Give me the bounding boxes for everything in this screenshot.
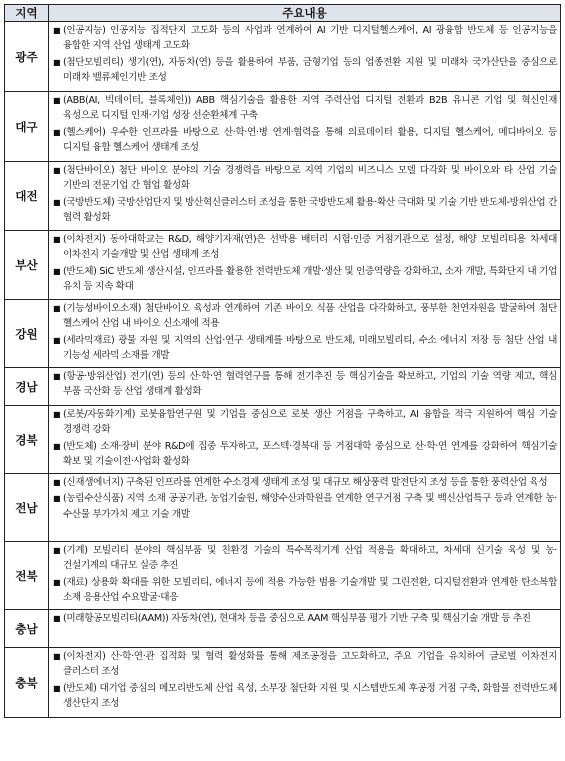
square-bullet-icon: ■: [53, 166, 61, 175]
item-text: (항공·방위산업) 전기(연) 등의 산·학·연 협력연구를 통해 전기추진 등 핵심기술을 확보하고, 기업의 기술 역량 제고, 핵심 부품 국산화 등 산업 생태계 활성화: [63, 371, 557, 398]
item-text: (반도체) 대기업 중심의 메모리반도체 산업 육성, 소부장 첨단화 지원 및 시스템반도체 후공정 거점 구축, 화합물 전력반도체 생산단지 조성: [63, 682, 557, 710]
content-cell: [49, 648, 561, 718]
item-text: (기능성바이오소재) 첨단바이오 육성과 연계하여 기존 바이오 식품 산업을 다각화하고, 풍부한 천연자원을 발굴하여 첨단 헬스케어 산업 내 바이오 신소재에 적용: [63, 303, 557, 330]
content-cell: [49, 92, 561, 162]
list-item: [52, 195, 557, 226]
item-text: (반도체) 소재·장비 분야 R&D에 집중 투자하고, 포스텍·경북대 등 거점대학 중심으로 산·학·연 연계를 강화하여 핵심기술 확보 및 기술이전·사업화 활성화: [63, 440, 557, 468]
square-bullet-icon: ■: [53, 335, 61, 345]
square-bullet-icon: ■: [53, 197, 61, 207]
region-cell: 충남: [5, 610, 49, 648]
list-item: [52, 93, 557, 124]
content-cell: [49, 22, 561, 92]
table-row: [5, 22, 561, 92]
square-bullet-icon: ■: [53, 614, 61, 623]
region-cell: 전북: [5, 542, 49, 610]
item-text: (반도체) SiC 반도체 생산시설, 인프라를 활용한 전력반도체 개발·생산 및 인증역량을 강화하고, 소자 개발, 특화단지 내 기업 유치 등 지속 확대: [63, 265, 557, 293]
table-row: [5, 648, 561, 718]
list-item: [52, 369, 557, 400]
list-item: [52, 475, 557, 490]
square-bullet-icon: ■: [53, 577, 61, 587]
square-bullet-icon: ■: [53, 57, 61, 67]
content-cell: [49, 542, 561, 610]
content-cell: [49, 162, 561, 231]
list-item: [52, 301, 557, 332]
list-item: [52, 23, 557, 54]
list-item: [52, 232, 557, 263]
table-body: [5, 22, 561, 718]
square-bullet-icon: ■: [53, 96, 61, 105]
square-bullet-icon: ■: [53, 235, 61, 244]
region-cell: 대전: [5, 162, 49, 231]
square-bullet-icon: ■: [53, 304, 61, 313]
list-item: [52, 575, 557, 606]
content-cell: [49, 406, 561, 474]
list-item: [52, 163, 557, 194]
content-cell: [49, 610, 561, 648]
table-row: [5, 231, 561, 300]
square-bullet-icon: ■: [53, 410, 61, 419]
region-cell: 강원: [5, 300, 49, 368]
table-row: [5, 368, 561, 406]
item-text: (헬스케어) 우수한 인프라를 바탕으로 산·학·연·병 연계·협력을 통해 의료데이터 활용, 디지털 헬스케어, 메디바이오 등 디지털 융합 헬스케어 생태계 조성: [63, 126, 557, 154]
region-cell: 전남: [5, 474, 49, 542]
table-row: [5, 542, 561, 610]
square-bullet-icon: ■: [53, 478, 61, 487]
table-row: [5, 406, 561, 474]
region-cell: 부산: [5, 231, 49, 300]
list-item: [52, 491, 557, 522]
header-content: 주요내용: [49, 5, 561, 22]
item-text: (미래항공모빌리티(AAM)) 자동차(연), 현대차 등을 중심으로 AAM 핵심부품 평가 기반 구축 및 핵심기술 개발 등 추진: [63, 613, 531, 624]
square-bullet-icon: ■: [53, 683, 61, 693]
item-text: (첨단모빌리티) 생기(연), 자동차(연) 등을 활용하여 부품, 금형기업 등의 업종전환 지원 및 미래차 국가산단을 중심으로 미래차 밸류체인기반 조성: [63, 56, 557, 84]
item-text: (기계) 모빌리티 분야의 핵심부품 및 친환경 기술의 특수목적기계 산업 적용을 확대하고, 차세대 신기술 육성 및 농·건설기계의 대규모 실증 추진: [63, 545, 557, 572]
content-cell: [49, 368, 561, 406]
list-item: [52, 125, 557, 156]
list-item: [52, 439, 557, 470]
region-cell: 경남: [5, 368, 49, 406]
content-cell: [49, 231, 561, 300]
regional-industry-table: [4, 4, 561, 718]
item-text: (국방반도체) 국방산업단지 및 방산혁신클러스터 조성을 통한 국방반도체 활용·확산 극대화 및 기술 기반 반도체-방위산업 간 협력 활성화: [63, 196, 557, 224]
list-item: [52, 681, 557, 712]
list-item: [52, 333, 557, 364]
list-item: [52, 264, 557, 295]
square-bullet-icon: ■: [53, 546, 61, 555]
list-item: [52, 649, 557, 680]
region-cell: 대구: [5, 92, 49, 162]
table-row: [5, 162, 561, 231]
region-cell: 광주: [5, 22, 49, 92]
item-text: (이차전지) 산·학·연·관 집적화 및 협력 활성화를 통해 제조공정을 고도화하고, 주요 기업을 유치하여 글로벌 이차전지 클러스터 조성: [63, 651, 557, 678]
list-item: [52, 611, 557, 626]
table-row: [5, 300, 561, 368]
item-text: (이차전지) 동아대학교는 R&D, 해양기자재(연)은 선박용 배터리 시험·인증 거점기관으로 설정, 해양 모빌리티용 차세대 이차전지 기술개발 및 산업 생태계 조성: [63, 234, 557, 261]
item-text: (신재생에너지) 구축된 인프라를 연계한 수소경제 생태계 조성 및 대규모 해상풍력 발전단지 조성 등을 통한 풍력산업 육성: [63, 477, 548, 488]
square-bullet-icon: ■: [53, 494, 61, 504]
list-item: [52, 407, 557, 438]
table-row: [5, 474, 561, 542]
header-region: 지역: [5, 5, 49, 22]
square-bullet-icon: ■: [53, 441, 61, 451]
square-bullet-icon: ■: [53, 266, 61, 276]
item-text: (로봇/자동화기계) 로봇융합연구원 및 기업을 중심으로 로봇 생산 거점을 구축하고, AI 융합을 적극 지원하여 핵심 기술 경쟁력 강화: [63, 409, 557, 436]
list-item: [52, 543, 557, 574]
item-text: (세라믹재료) 광물 자원 및 지역의 산업·연구 생태계를 바탕으로 반도체, 미래모빌리티, 수소 에너지 저장 등 첨단 산업 내 기능성 세라믹 소재를 개발: [63, 334, 557, 362]
item-text: (농림수산식품) 지역 소재 공공기관, 농업기술원, 해양수산과학원을 연계한 연구거점 구축 및 백신산업특구 등과 연계한 농·수산물 부가가치 제고 기술 개발: [63, 493, 557, 520]
region-cell: 경북: [5, 406, 49, 474]
region-cell: 충북: [5, 648, 49, 718]
list-item: [52, 55, 557, 86]
item-text: (인공지능) 인공지능 집적단지 고도화 등의 사업과 연계하여 AI 기반 디지털헬스케어, AI 광융합 반도체 등 인공지능을 융합한 지역 산업 생태계 고도화: [63, 25, 557, 52]
content-cell: [49, 474, 561, 542]
item-text: (첨단바이오) 첨단 바이오 분야의 기술 경쟁력을 바탕으로 지역 기업의 비즈니스 모델 다각화 및 바이오와 타 산업 기술 기반의 전문기업 간 협업 활성화: [63, 165, 557, 192]
table-row: [5, 610, 561, 648]
content-cell: [49, 300, 561, 368]
square-bullet-icon: ■: [53, 652, 61, 661]
document-body: [4, 4, 561, 718]
square-bullet-icon: ■: [53, 372, 61, 381]
item-text: (ABB(AI, 빅데이터, 블록체인)) ABB 핵심기술을 활용한 지역 주력산업 디지털 전환과 B2B 유니콘 기업 및 혁신인재 육성으로 디지털 인재·기업 성장 선순환체계 구축: [63, 95, 557, 122]
item-text: (재료) 상용화 확대를 위한 모빌리티, 에너지 등에 적용 가능한 범용 기술개발 및 그린전환, 디지털전환과 연계한 탄소복합 소재 응용산업 수요발굴·대응: [63, 576, 557, 604]
table-row: [5, 92, 561, 162]
square-bullet-icon: ■: [53, 127, 61, 137]
square-bullet-icon: ■: [53, 26, 61, 35]
table-header-row: [5, 5, 561, 22]
